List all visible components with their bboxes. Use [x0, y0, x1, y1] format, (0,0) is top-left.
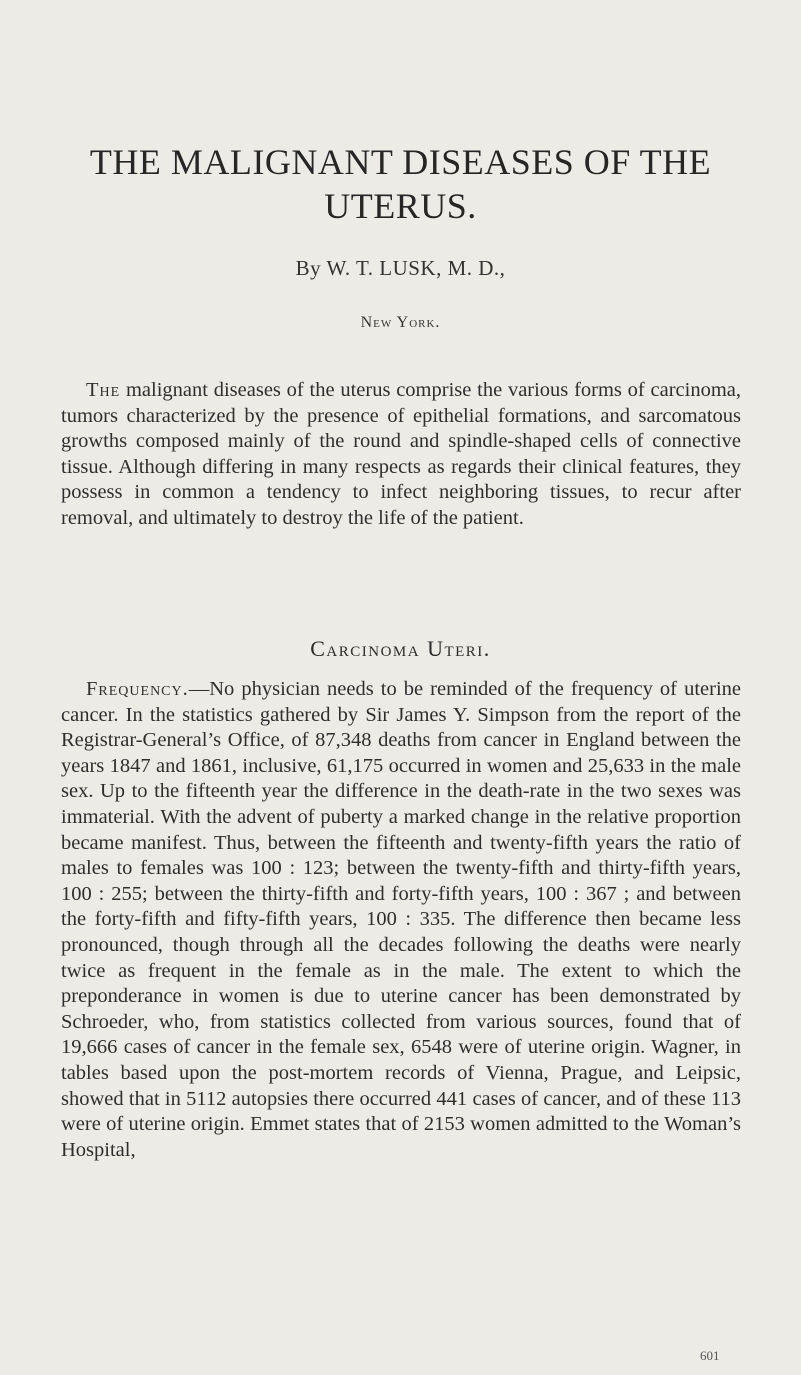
- frequency-paragraph: [61, 677, 741, 1163]
- author-byline: By W. T. LUSK, M. D.,: [295, 256, 506, 280]
- page-number: 601: [700, 1348, 720, 1363]
- title-line-2: UTERUS.: [324, 186, 477, 226]
- intro-text: malignant diseases of the uterus comprise the various forms of carcinoma, tumors characterized by the presence of epithelial formations, and sarcomatous growths composed mainly of the round and spindle-shaped cells of connective tissue. Although differing in many respects as regards their clinical features, they possess in common a tendency to infect neighboring tissues, to recur after removal, and ultimately to destroy the life of the patient.: [61, 379, 741, 529]
- frequency-lead-word: Frequency.: [86, 678, 189, 700]
- section-heading: Carcinoma Uteri.: [310, 636, 491, 661]
- frequency-text: —No physician needs to be reminded of the frequency of uterine cancer. In the statistics gathered by Sir James Y. Simpson from the report of the Registrar-General’s Office, of 87,348 deaths from cancer in England between the years 1847 and 1861, inclusive, 61,175 occurred in women and 25,633 in the male sex. Up to the fifteenth year the difference in the death-rate in the two sexes was immaterial. With the advent of puberty a marked change in the relative proportion became manifest. Thus, between the fifteenth and twenty-fifth years the ratio of males to females was 100 : 123; between the twenty-fifth and thirty-fifth years, 100 : 255; between the thirty-fifth and forty-fifth years, 100 : 367 ; and between the forty-fifth and fifty-fifth years, 100 : 335. The difference then became less pronounced, though through all the decades following the deaths were nearly twice as frequent in the female as in the male. The extent to which the preponderance in women is due to uterine cancer has been demonstrated by Schroeder, who, from statistics collected from various sources, found that of 19,666 cases of cancer in the female sex, 6548 were of uterine origin. Wagner, in tables based upon the post-mortem records of Vienna, Prague, and Leipsic, showed that in 5112 autopsies there occurred 441 cases of cancer, and of these 113 were of uterine origin. Emmet states that of 2153 women admitted to the Woman’s Hospital,: [61, 678, 741, 1161]
- intro-lead-word: The: [86, 379, 121, 401]
- title-line-1: THE MALIGNANT DISEASES OF THE: [89, 142, 712, 182]
- intro-paragraph: [61, 378, 741, 532]
- author-location: New York.: [360, 314, 441, 331]
